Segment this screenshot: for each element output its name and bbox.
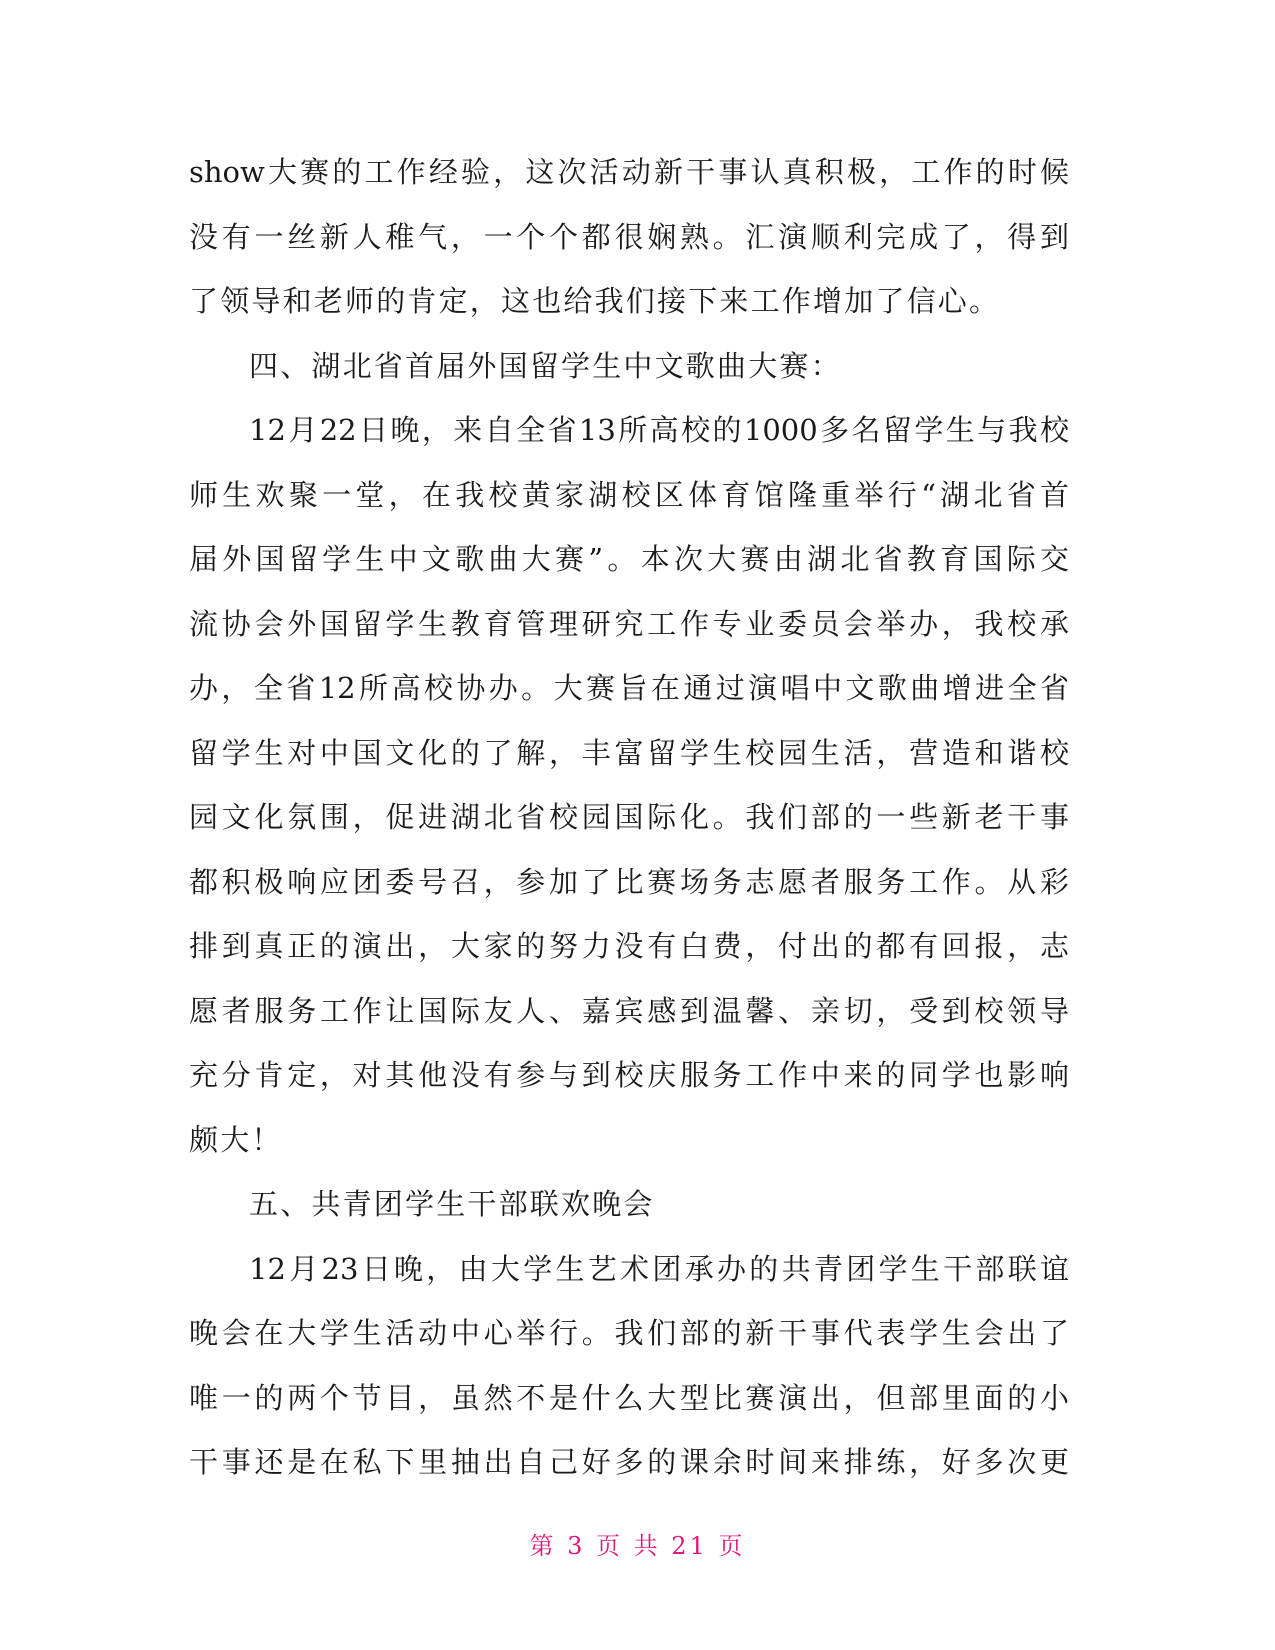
- page-number-footer: 第 3 页 共 21 页: [529, 1532, 746, 1560]
- text-line: 办，全省12所高校协办。大赛旨在通过演唱中文歌曲增进全省: [189, 671, 1069, 705]
- text-line: 12月23日晚，由大学生艺术团承办的共青团学生干部联谊: [249, 1251, 1069, 1286]
- text-line: 排到真正的演出，大家的努力没有白费，付出的都有回报，志: [189, 929, 1069, 963]
- text-line: 留学生对中国文化的了解，丰富留学生校园生活，营造和谐校: [189, 735, 1069, 770]
- text-line: 都积极响应团委号召，参加了比赛场务志愿者服务工作。从彩: [189, 864, 1069, 899]
- body-text: [189, 140, 1069, 1495]
- text-line: 12月22日晚，来自全省13所高校的1000多名留学生与我校: [249, 413, 1069, 447]
- text-line: 届外国留学生中文歌曲大赛”。本次大赛由湖北省教育国际交: [189, 542, 1069, 576]
- text-line: 园文化氛围，促进湖北省校园国际化。我们部的一些新老干事: [189, 800, 1069, 834]
- text-line: show大赛的工作经验，这次活动新干事认真积极，工作的时候: [189, 155, 1069, 189]
- text-line: 充分肯定，对其他没有参与到校庆服务工作中来的同学也影响: [189, 1058, 1069, 1092]
- text-line: 晚会在大学生活动中心举行。我们部的新干事代表学生会出了: [189, 1316, 1069, 1350]
- section-heading-4: 四、湖北省首届外国留学生中文歌曲大赛：: [249, 348, 842, 383]
- text-line: 没有一丝新人稚气，一个个都很娴熟。汇演顺利完成了，得到: [189, 219, 1069, 254]
- text-line: 师生欢聚一堂，在我校黄家湖校区体育馆隆重举行“湖北省首: [189, 477, 1069, 512]
- text-line: 了领导和老师的肯定，这也给我们接下来工作增加了信心。: [189, 284, 1001, 318]
- text-line: 干事还是在私下里抽出自己好多的课余时间来排练，好多次更: [189, 1445, 1069, 1479]
- text-line: 愿者服务工作让国际友人、嘉宾感到温馨、亲切，受到校领导: [189, 993, 1069, 1028]
- section-heading-5: 五、共青团学生干部联欢晚会: [249, 1187, 655, 1221]
- text-line: 流协会外国留学生教育管理研究工作专业委员会举办，我校承: [189, 606, 1069, 641]
- text-line: 颇大！: [189, 1122, 283, 1157]
- text-line: 唯一的两个节目，虽然不是什么大型比赛演出，但部里面的小: [189, 1380, 1069, 1415]
